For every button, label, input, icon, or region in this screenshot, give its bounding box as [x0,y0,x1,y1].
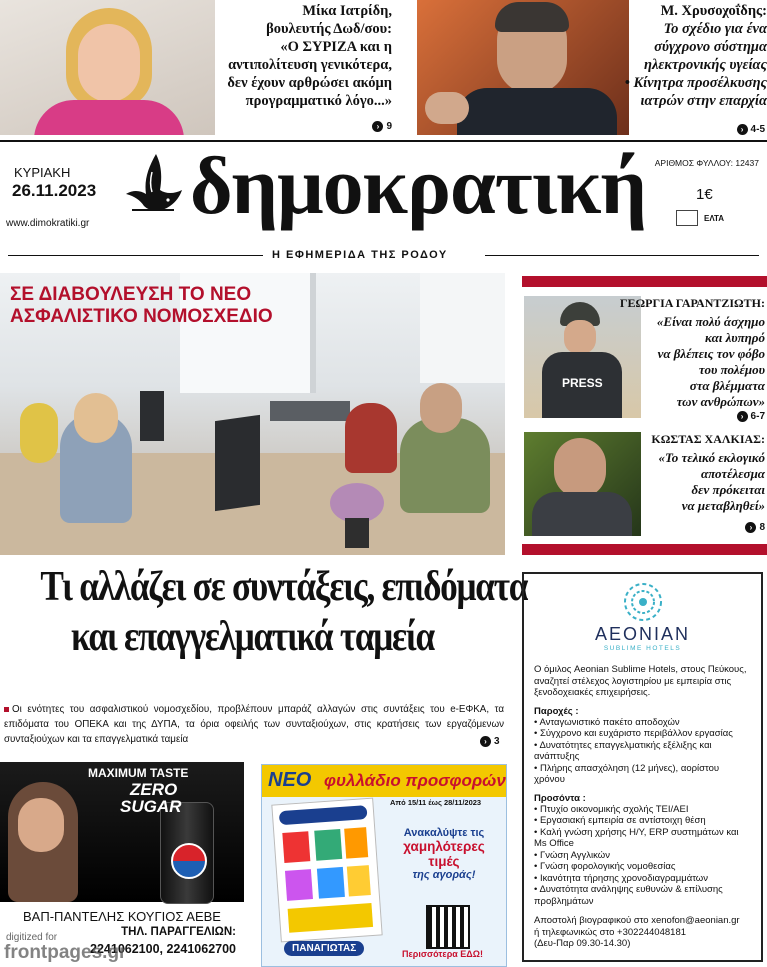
masthead-price: 1€ [696,186,713,203]
aeonian-contact2: ή τηλεφωνικώς στο +302244048181 [534,926,687,938]
masthead-date: 26.11.2023 [12,181,97,200]
list-item: • Γνώση Αγγλικών [534,850,751,862]
list-item: • Δυνατότητα ανάληψης ευθυνών & επίλυσης προβλημάτων [534,884,751,907]
masthead-website[interactable]: www.dimokratiki.gr [6,218,90,229]
teaser-right[interactable] [622,2,767,134]
side-top-bar [522,276,767,287]
watermark-line2[interactable]: frontpages.gr [4,942,127,963]
list-item: • Πτυχίο οικονομικής σχολής ΤΕΙ/ΑΕΙ [534,804,751,816]
promo-dates: Από 15/11 έως 28/11/2023 [390,798,482,807]
list-item: • Δυνατότητες επαγγελματικής εξέλιξης και ανάπτυξης [534,740,751,763]
elta-logo: ΕΛΤΑ [704,214,725,223]
press-label: PRESS [562,376,603,390]
bullet-square-icon [4,707,9,712]
list-item: • Εργασιακή εμπειρία σε αντίστοιχη θέση [534,815,751,827]
qr-code-icon [426,905,470,949]
aeonian-reqs [534,804,751,908]
teaser-right-photo [417,0,629,135]
promo-store-logo: ΠΑΝΑΓΙΩΤΑΣ [284,941,364,956]
list-item: • Πλήρης απασχόληση (12 μήνες), αορίστου χρόνου [534,763,751,786]
side-story-2[interactable] [522,428,767,540]
aeonian-contact3: (Δευ-Παρ 09.30-14.30) [534,938,631,949]
masthead-issue: ΑΡΙΘΜΟΣ ΦΥΛΛΟΥ: 12437 [654,158,759,168]
side-story-2-title: ΚΩΣΤΑΣ ΧΑΛΚΙΑΣ: [651,432,765,446]
pepsi-can-icon [160,802,214,904]
postage-stamp [676,210,698,226]
promo-ad[interactable] [261,764,507,967]
side-bottom-bar [522,544,767,555]
masthead-subtitle-rule-right [485,255,759,256]
lead-overlay-title: ΣΕ ΔΙΑΒΟΥΛΕΥΣΗ ΤΟ ΝΕΟ ΑΣΦΑΛΙΣΤΙΚΟ ΝΟΜΟΣΧΕΔΙΟ [10,284,273,327]
watermark-line1: digitized for [6,932,58,943]
aeonian-req-title: Προσόντα : [534,792,586,804]
teaser-left-photo [0,0,215,135]
side-story-2-photo [524,432,641,536]
list-item: • Καλή γνώση χρήσης Η/Υ, ERP συστημάτων και Ms Office [534,827,751,850]
side-story-1[interactable] [522,292,767,422]
teaser-left[interactable] [220,2,392,134]
side-story-2-page: › 8 [745,522,765,533]
pepsi-phones-label: ΤΗΛ. ΠΑΡΑΓΓΕΛΙΩΝ: [121,926,236,938]
teaser-right-text: Μ. Χρυσοχοΐδης: Το σχέδιο για ένα σύγχρονο σύστημα ηλεκτρονικής υγείας • Κίνητρα προσέλκυσης ιατρών στην επαρχία [624,3,767,109]
lead-page: › 3 [480,736,500,747]
dove-logo-icon [122,150,184,222]
aeonian-intro: Ο όμιλος Aeonian Sublime Hotels, στους Πεύκους, αναζητεί στέλεχος λογιστηρίου με εμπειρία στις ξενοδοχειακές επιχειρήσεις. [534,664,747,698]
masthead-subtitle-rule-left [8,255,263,256]
list-item: • Σύγχρονο και ευχάριστο περιβάλλον εργασίας [534,728,751,740]
side-story-1-photo [524,296,641,418]
leaflet-image [271,798,382,943]
masthead-day: ΚΥΡΙΑΚΗ [14,165,71,180]
side-story-1-page: › 6-7 [737,411,765,422]
list-item: • Ικανότητα τήρησης χρονοδιαγραμμάτων [534,873,751,885]
promo-more[interactable]: Περισσότερα ΕΔΩ! [402,949,483,959]
aeonian-contact1[interactable]: Αποστολή βιογραφικού στο xenofon@aeonian.gr [534,915,740,926]
lead-headline[interactable]: Τι αλλάζει σε συντάξεις, επιδόματα και επαγγελματικά ταμεία [40,564,528,660]
pepsi-tag2: ZERO [130,780,178,799]
aeonian-offers-title: Παροχές : [534,705,579,717]
pepsi-tag1: MAXIMUM TASTE [88,766,189,780]
aeonian-sub: SUBLIME HOTELS [603,645,682,652]
list-item: • Ανταγωνιστικό πακέτο αποδοχών [534,717,751,729]
masthead-subtitle: Η ΕΦΗΜΕΡΙΔΑ ΤΗΣ ΡΟΔΟΥ [272,249,448,261]
list-item: • Γνώση φορολογικής νομοθεσίας [534,861,751,873]
masthead-title: δημοκρατική [190,140,647,231]
promo-tagline: Ανακαλύψτε τις χαμηλότερες τιμές της αγοράς! [403,827,485,881]
pepsi-tag3: SUGAR [120,797,182,816]
lead-photo [0,273,505,555]
lead-summary: Οι ενότητες του ασφαλιστικού νομοσχεδίου, προβλέπουν μπαράζ αλλαγών στις συντάξεις του e-ΕΦΚΑ, τα επιδόματα του ΟΠΕΚΑ και της ΔΥΠΑ, τα όρια οφειλής των συνταξιούχων, στις κρατήσεις των εργαζόμενων συνταξιούχων και τα επαγγελματικά ταμεία [4,704,504,745]
teaser-left-text: Μίκα Ιατρίδη, βουλευτής Δωδ/σου: «Ο ΣΥΡΙΖΑ και η αντιπολίτευση γενικότερα, δεν έχουν αρθρώσει ακόμη προγραμματικό λόγο...» [227,3,392,109]
side-story-1-title: ΓΕΩΡΓΙΑ ΓΑΡΑΝΤΖΙΩΤΗ: [619,296,765,310]
teaser-left-page: › 9 [372,121,392,132]
aeonian-offers [534,717,751,786]
promo-neo: ΝΕΟ [268,769,312,791]
aeonian-brand: AEONIAN [594,624,691,644]
promo-title: φυλλάδιο προσφορών [324,771,506,790]
pepsi-company: ΒΑΠ-ΠΑΝΤΕΛΗΣ ΚΟΥΓΙΟΣ ΑΕΒΕ [23,909,221,924]
side-story-2-text: «Το τελικό εκλογικό αποτέλεσμα δεν πρόκειται να μεταβληθεί» [658,450,765,513]
aeonian-logo-icon [623,582,663,622]
aeonian-ad[interactable] [522,572,763,962]
pepsi-phones: 2241062100, 2241062700 [90,942,236,956]
teaser-right-page: › 4-5 [737,124,765,135]
side-story-1-text: «Είναι πολύ άσχημο και λυπηρό να βλέπεις τον φόβο του πολέμου στα βλέμματα των ανθρώπων» [656,314,765,409]
